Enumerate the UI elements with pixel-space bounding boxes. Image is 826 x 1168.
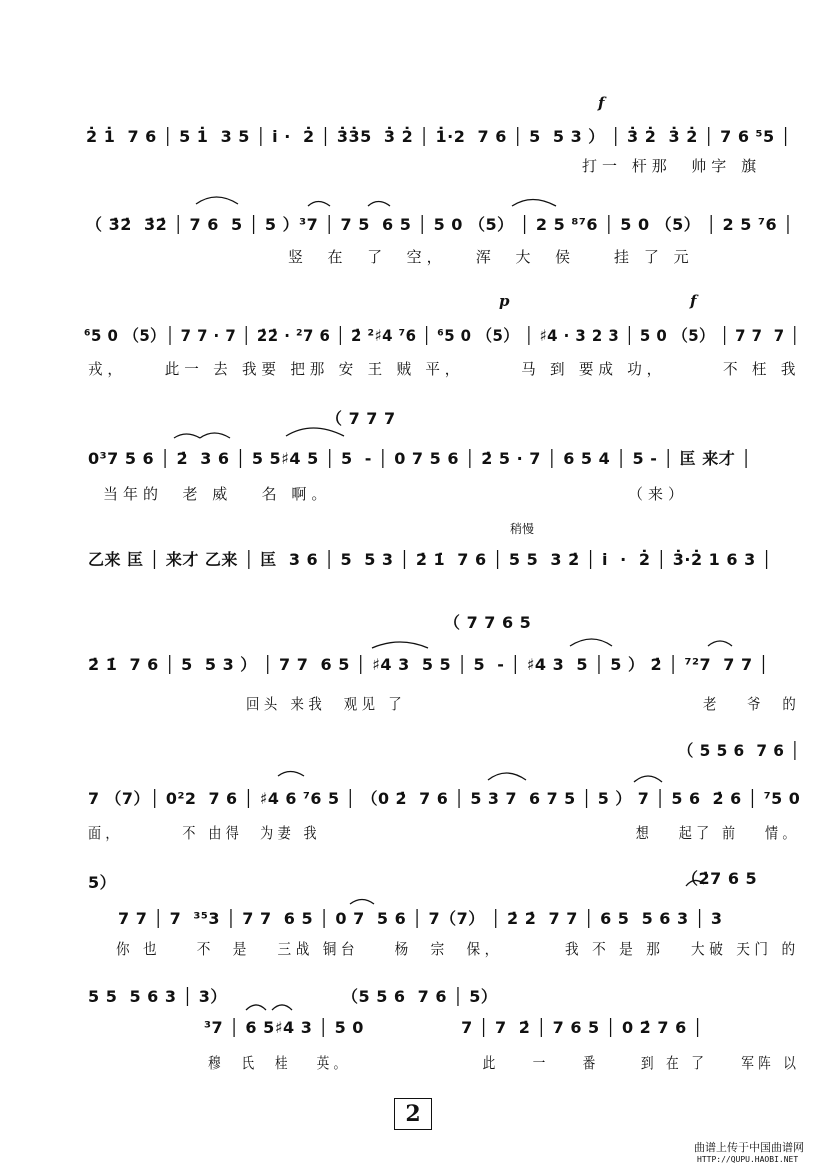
watermark-url: HTTP://QUPU.HAOBI.NET — [697, 1155, 799, 1164]
call-row-4: （来） — [628, 485, 689, 503]
notation-row-6: 2̇ 1̇ 7 6 │ 5 5 3 ） │ 7 7 6 5 │ ♯4 3 5 5 │ 5 - │ ♯4 3 5 │ 5 ） 2̇ │ ⁷²7 7 7 │ — [88, 655, 769, 674]
pickup-row-9: 5 5 5 6 3 │ 3） — [88, 987, 227, 1006]
notation-row-7: 7 （7）│ 0²2 7 6 │ ♯4 6 ⁷6 5 │ （0 2̇ 7 6 │ 5 3 7 6 7 5 │ 5 ） 7 │ 5 6 2̇ 6 │ ⁷5 0 — [88, 789, 801, 808]
lyrics-row-6: 回头 来我 观见 了 老 爷 的 — [246, 695, 801, 713]
bracket-row-8: （2̇7 6 5 — [682, 869, 758, 888]
lyrics-row-2: 竖 在 了 空， 浑 大 侯 挂 了 元 — [288, 248, 694, 266]
bracket-row-7: （ 5 5 6 7 6 │ — [678, 741, 800, 760]
dynamic-piano-3: p — [499, 292, 510, 310]
notation-row-9: ³7 │ 6 5♯4 3 │ 5 0 7 │ 7 2̇ │ 7 6 5 │ 0 2̇ 7 6 │ — [204, 1018, 703, 1037]
lyrics-row-1: 打一 杆那 帅字 旗 — [582, 157, 762, 175]
notation-row-3: ⁶5 0 （5）│ 7 7 · 7 │ 2̇2̇ · ²7 6 │ 2̇ ²♯4 ⁷6 │ ⁶5 0 （5） │ ♯4 · 3 2 3 │ 5 0 （5） │ 7 7 7 │ — [84, 326, 800, 345]
notation-row-2: （ 3̇2̇ 3̇2̇ │ 7 6 5 │ 5 ）³7 │ 7 5 6 5 │ 5 0 （5） │ 2 5 ⁸⁷6 │ 5 0 （5） │ 2 5 ⁷6 │ — [86, 215, 794, 234]
watermark-text: 曲谱上传于中国曲谱网 — [694, 1141, 804, 1154]
notation-row-5: 乙来 匡 │ 来才 乙来 │ 匡 3 6 │ 5 5 3 │ 2̇ 1̇ 7 6 │ 5 5 3 2̇ │ i · 2̇ │ 3̇·2̇ 1 6 3 │ — [88, 550, 772, 569]
bracket-row-6: （ 7 7 6 5 — [444, 613, 532, 632]
lyrics-row-7: 面， 不 由得 为妻 我 想 起了 前 情。 — [88, 824, 800, 842]
lyrics-row-9: 穆 氏 桂 英。 此 一 番 到 在 了 军阵 以 — [208, 1054, 801, 1072]
lyrics-row-3: 戎， 此一 去 我要 把那 安 王 贼 平， 马 到 要成 功， 不 枉 我 — [88, 360, 801, 378]
bracket-row-9: （5 5 6 7 6 │ 5） — [342, 987, 498, 1006]
pickup-row-8: 5） — [88, 873, 117, 892]
notation-row-4: 0³7 5 6 │ 2̇ 3 6 │ 5 5♯4 5 │ 5 - │ 0 7 5 6 │ 2̇ 5 · 7 │ 6 5 4 │ 5 - │ 匡 来才 │ — [88, 449, 752, 468]
lyrics-row-8: 你 也 不 是 三战 铜台 杨 宗 保， 我 不 是 那 大破 天门 的 — [116, 940, 800, 958]
lyrics-row-4: 当年的 老 威 名 啊。 — [103, 485, 332, 503]
notation-row-1: 2̇ 1̇ 7 6 │ 5 1̇ 3 5 │ i · 2̇ │ 3̇3̇5 3̇ 2̇ │ 1̇·2 7 6 │ 5 5 3 ） │ 3̇ 2̇ 3̇ 2̇ │ 7 6 ⁵5 │ — [86, 127, 791, 146]
dynamic-forte-3: f — [690, 292, 697, 310]
page-number: 2 — [394, 1098, 432, 1130]
dynamic-forte-1: f — [598, 94, 605, 112]
tempo-marking: 稍慢 — [510, 522, 535, 536]
bracket-row-4: （ 7 7 7 — [326, 409, 396, 428]
notation-row-8: 7 7 │ 7 ³⁵3 │ 7 7 6 5 │ 0 7 5 6 │ 7（7） │ 2̇ 2̇ 7 7 │ 6 5 5 6 3 │ 3 — [118, 909, 723, 928]
